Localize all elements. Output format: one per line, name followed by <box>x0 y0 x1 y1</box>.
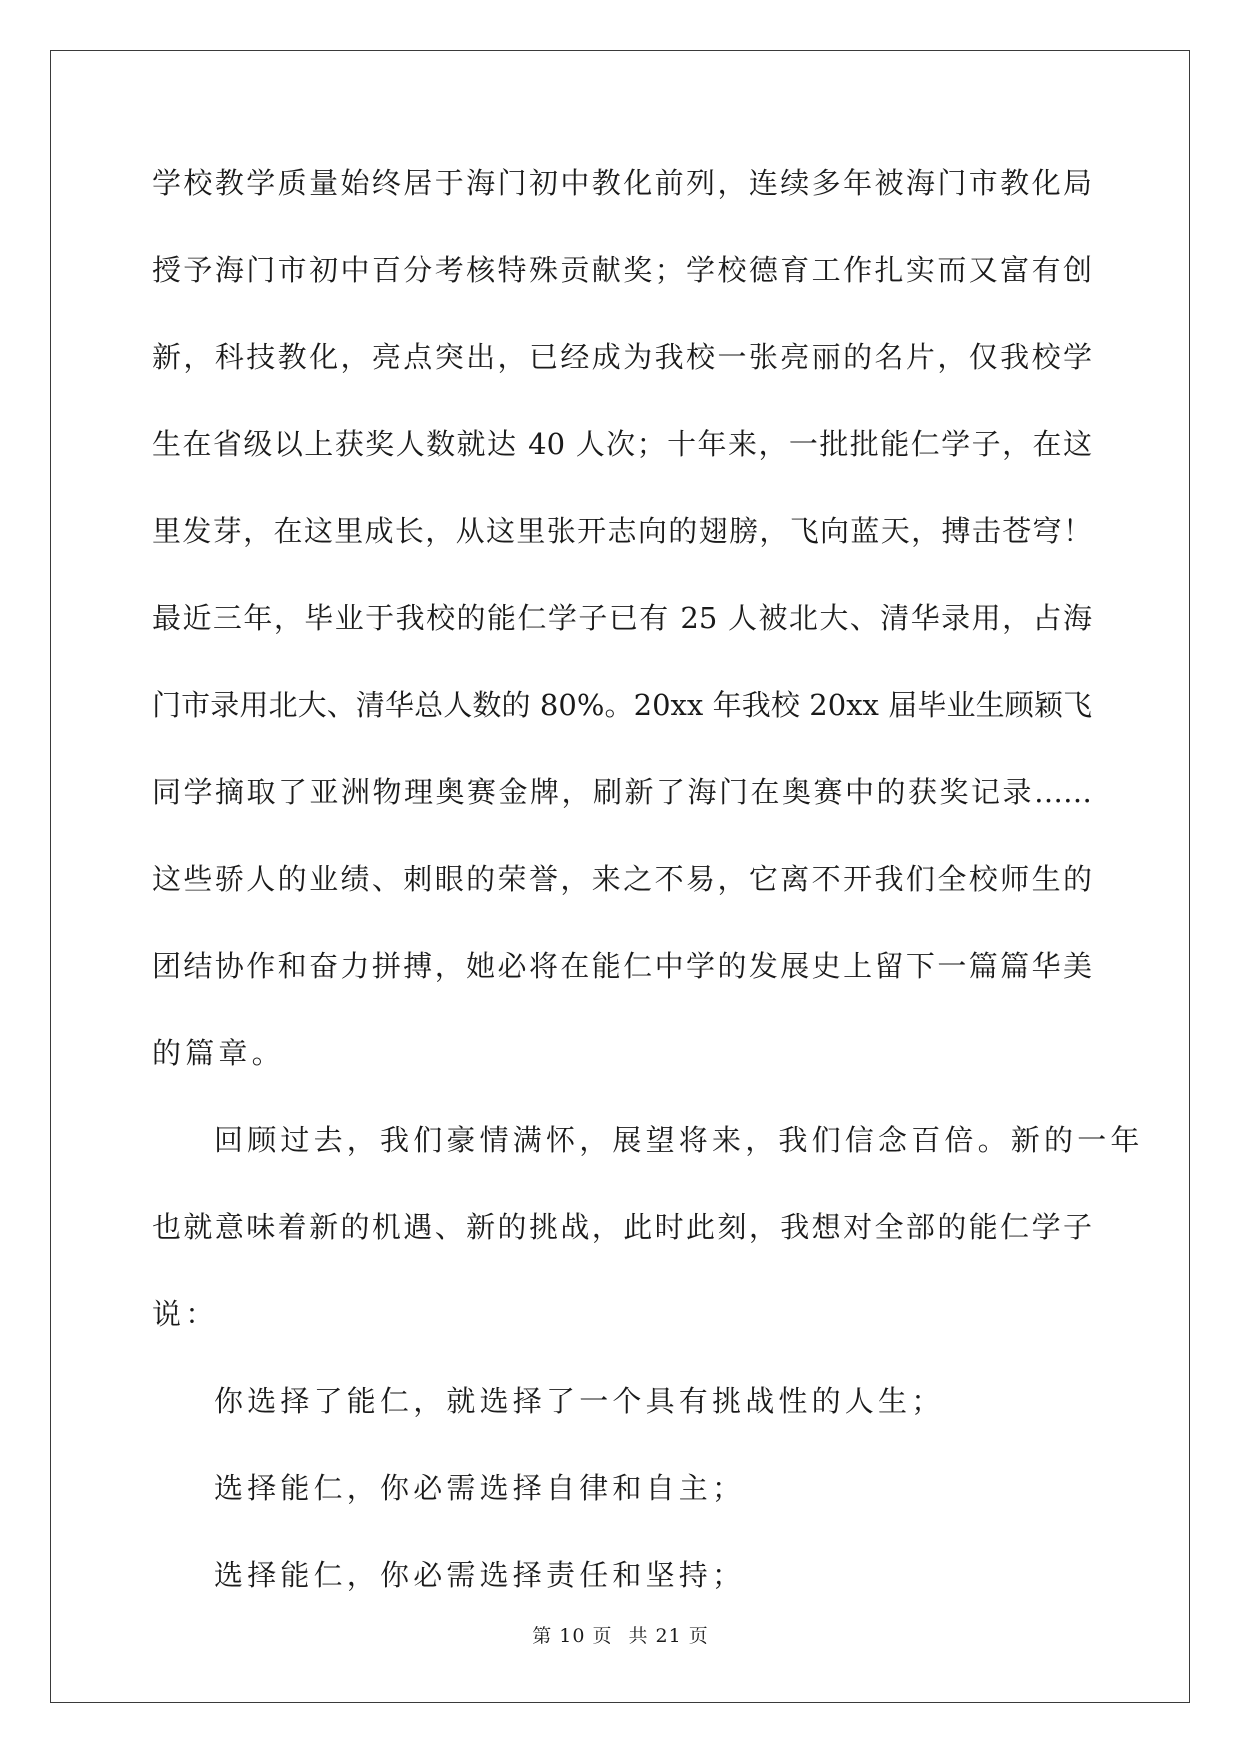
page-number: 第 10 页 <box>532 1625 613 1647</box>
paragraph-start-line: 你选择了能仁，就选择了一个具有挑战性的人生； <box>214 1384 945 1418</box>
paragraph-start-line: 回顾过去，我们豪情满怀，展望将来，我们信念百倍。新的一年 <box>214 1123 1144 1157</box>
body-line: 也就意味着新的机遇、新的挑战，此时此刻，我想对全部的能仁学子 <box>152 1210 1092 1244</box>
body-line: 新，科技教化，亮点突出，已经成为我校一张亮丽的名片，仅我校学 <box>152 340 1092 374</box>
paragraph-start-line: 选择能仁，你必需选择责任和坚持； <box>214 1558 746 1592</box>
body-line: 团结协作和奋力拼搏，她必将在能仁中学的发展史上留下一篇篇华美 <box>152 949 1092 983</box>
body-line: 这些骄人的业绩、刺眼的荣誉，来之不易，它离不开我们全校师生的 <box>152 862 1092 896</box>
body-line: 里发芽，在这里成长，从这里张开志向的翅膀，飞向蓝天，搏击苍穹！ <box>152 514 1092 548</box>
body-line: 说： <box>152 1297 219 1331</box>
body-line: 生在省级以上获奖人数就达 40 人次；十年来，一批批能仁学子，在这 <box>152 427 1092 461</box>
body-line: 授予海门市初中百分考核特殊贡献奖；学校德育工作扎实而又富有创 <box>152 253 1092 287</box>
page-footer <box>0 1621 1241 1648</box>
paragraph-start-line: 选择能仁，你必需选择自律和自主； <box>214 1471 746 1505</box>
body-line: 同学摘取了亚洲物理奥赛金牌，刷新了海门在奥赛中的获奖记录…… <box>152 775 1092 809</box>
page-total: 共 21 页 <box>628 1625 709 1647</box>
body-line: 门市录用北大、清华总人数的 80%。20xx 年我校 20xx 届毕业生顾颖飞 <box>152 688 1092 722</box>
document-body <box>152 163 1144 1642</box>
body-line: 学校教学质量始终居于海门初中教化前列，连续多年被海门市教化局 <box>152 166 1092 200</box>
body-line: 的篇章。 <box>152 1036 285 1070</box>
body-line: 最近三年，毕业于我校的能仁学子已有 25 人被北大、清华录用，占海 <box>152 601 1092 635</box>
